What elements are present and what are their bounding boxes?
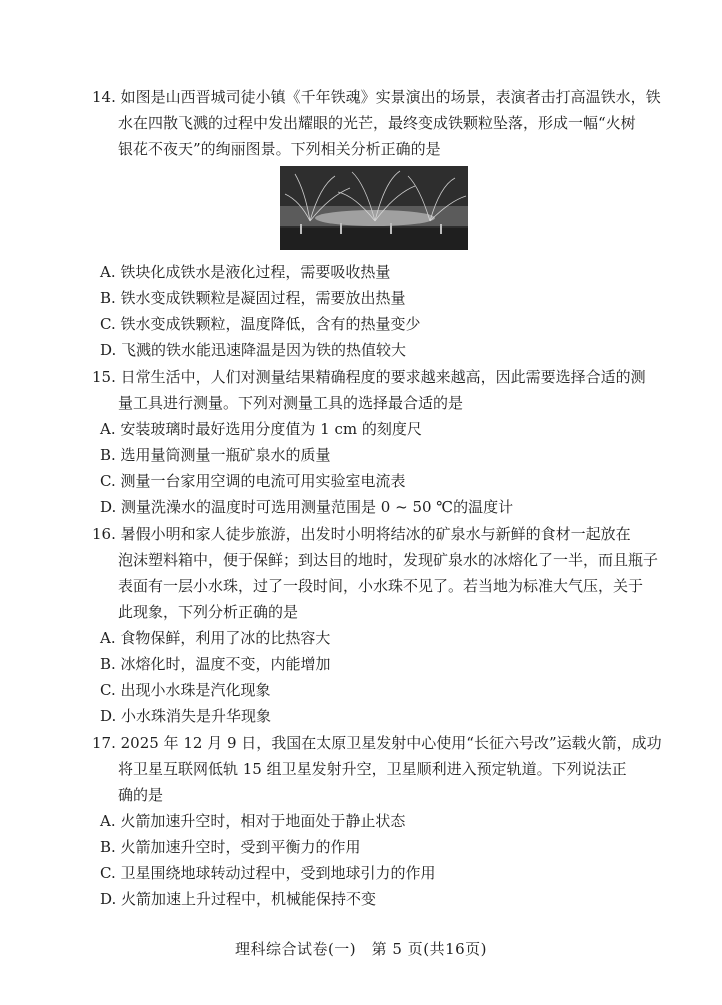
q17-stem-line-2: 将卫星互联网低轨 15 组卫星发射升空，卫星顺利进入预定轨道。下列说法正 <box>118 760 627 778</box>
q16-stem-line-4: 此现象，下列分析正确的是 <box>118 603 299 621</box>
q17-option-a: A. 火箭加速升空时，相对于地面处于静止状态 <box>100 812 406 830</box>
q15-option-c: C. 测量一台家用空调的电流可用实验室电流表 <box>100 472 406 490</box>
q15-option-b: B. 选用量筒测量一瓶矿泉水的质量 <box>100 446 331 464</box>
q14-option-d: D. 飞溅的铁水能迅速降温是因为铁的热值较大 <box>100 341 407 359</box>
q15-option-a: A. 安装玻璃时最好选用分度值为 1 cm 的刻度尺 <box>100 420 422 438</box>
q16-option-c: C. 出现小水珠是汽化现象 <box>100 681 271 699</box>
page-footer: 理科综合试卷(一) 第 5 页(共16页) <box>234 940 488 958</box>
q16-stem-line-3: 表面有一层小水珠，过了一段时间，小水珠不见了。若当地为标准大气压，关于 <box>118 577 644 595</box>
q15-option-d: D. 测量洗澡水的温度时可选用测量范围是 0 ~ 50 ℃的温度计 <box>100 498 514 516</box>
q16-stem-line-2: 泡沫塑料箱中，便于保鲜；到达目的地时，发现矿泉水的冰熔化了一半，而且瓶子 <box>118 551 659 569</box>
q14-option-b: B. 铁水变成铁颗粒是凝固过程，需要放出热量 <box>100 289 406 307</box>
q16-option-d: D. 小水珠消失是升华现象 <box>100 707 272 725</box>
performance-photo <box>280 166 468 250</box>
q16-option-a: A. 食物保鲜，利用了冰的比热容大 <box>100 629 331 647</box>
q14-stem-line-2: 水在四散飞溅的过程中发出耀眼的光芒，最终变成铁颗粒坠落，形成一幅“火树 <box>118 114 636 132</box>
q17-stem-line-1: 17. 2025 年 12 月 9 日，我国在太原卫星发射中心使用“长征六号改”运载火箭，成功 <box>92 734 662 752</box>
q15-stem-line-1: 15. 日常生活中，人们对测量结果精确程度的要求越来越高，因此需要选择合适的测 <box>92 368 646 386</box>
q17-option-c: C. 卫星围绕地球转动过程中，受到地球引力的作用 <box>100 864 436 882</box>
q17-option-d: D. 火箭加速上升过程中，机械能保持不变 <box>100 890 377 908</box>
q15-stem-line-2: 量工具进行测量。下列对测量工具的选择最合适的是 <box>118 394 464 412</box>
q14-option-c: C. 铁水变成铁颗粒，温度降低，含有的热量变少 <box>100 315 421 333</box>
q17-option-b: B. 火箭加速升空时，受到平衡力的作用 <box>100 838 361 856</box>
q14-stem-line-3: 银花不夜天”的绚丽图景。下列相关分析正确的是 <box>118 140 441 158</box>
q16-stem-line-1: 16. 暑假小明和家人徒步旅游，出发时小明将结冰的矿泉水与新鲜的食材一起放在 <box>92 525 631 543</box>
q14-stem-line-1: 14. 如图是山西晋城司徒小镇《千年铁魂》实景演出的场景，表演者击打高温铁水，铁 <box>92 88 661 106</box>
q17-stem-line-3: 确的是 <box>118 786 164 804</box>
q16-option-b: B. 冰熔化时，温度不变，内能增加 <box>100 655 331 673</box>
q14-option-a: A. 铁块化成铁水是液化过程，需要吸收热量 <box>100 263 391 281</box>
